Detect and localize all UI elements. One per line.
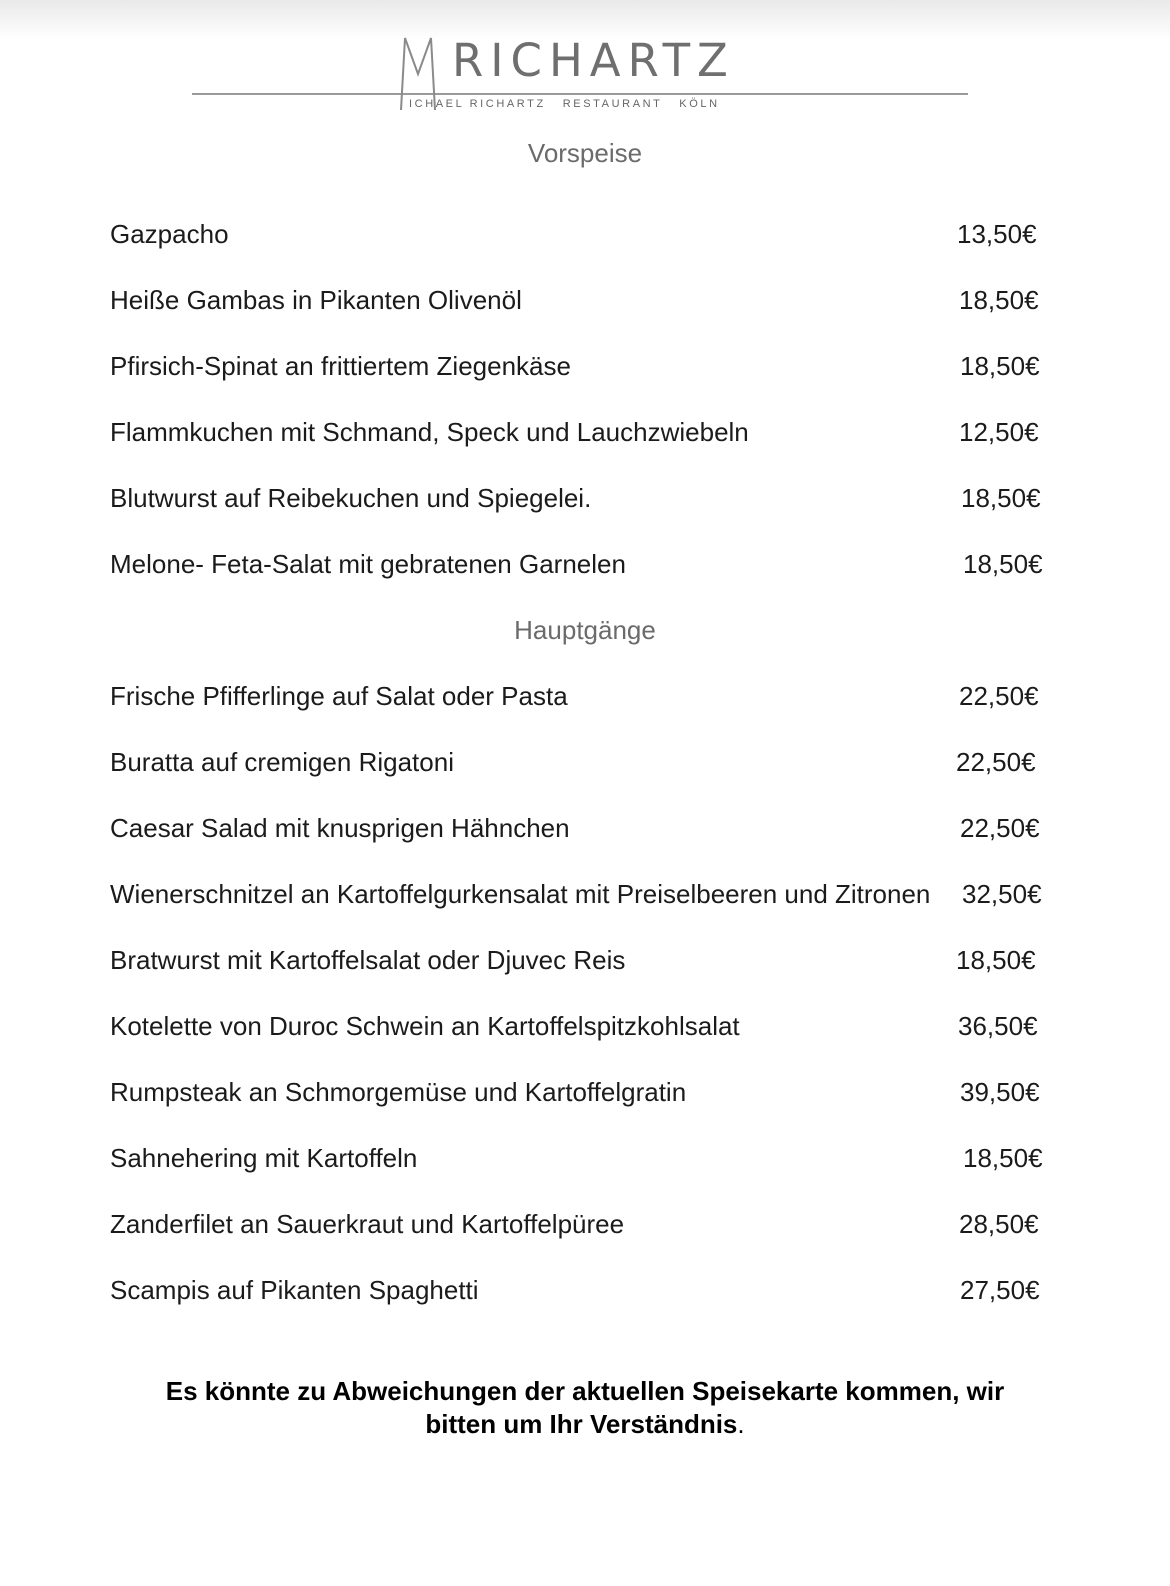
- item-name: Gazpacho: [110, 219, 229, 249]
- menu-item: [0, 1141, 1170, 1175]
- item-name: Blutwurst auf Reibekuchen und Spiegelei.: [110, 483, 592, 513]
- menu-item: [0, 1009, 1170, 1043]
- item-name: Heiße Gambas in Pikanten Olivenöl: [110, 285, 522, 315]
- menu-item: [0, 877, 1170, 911]
- brand-name: RICHARTZ: [452, 34, 735, 87]
- item-name: Kotelette von Duroc Schwein an Kartoffelspitzkohlsalat: [110, 1011, 740, 1041]
- item-name: Flammkuchen mit Schmand, Speck und Lauchzwiebeln: [110, 417, 749, 447]
- menu-item: [0, 1075, 1170, 1109]
- item-name: Wienerschnitzel an Kartoffelgurkensalat mit Preiselbeeren und Zitronen: [110, 879, 931, 909]
- item-name: Bratwurst mit Kartoffelsalat oder Djuvec Reis: [110, 945, 626, 975]
- menu-notice: [0, 1375, 1170, 1441]
- item-price: 12,50€: [959, 417, 1039, 447]
- item-name: Melone- Feta-Salat mit gebratenen Garnelen: [110, 549, 626, 579]
- item-price: 28,50€: [959, 1209, 1039, 1239]
- item-price: 32,50€: [962, 879, 1042, 909]
- menu-item: [0, 349, 1170, 383]
- item-price: 36,50€: [958, 1011, 1038, 1041]
- menu-item: [0, 679, 1170, 713]
- item-price: 13,50€: [957, 219, 1037, 249]
- item-name: Sahnehering mit Kartoffeln: [110, 1143, 418, 1173]
- item-price: 27,50€: [960, 1275, 1040, 1305]
- notice-line-1: Es könnte zu Abweichungen der aktuellen Speisekarte kommen, wir: [165, 1376, 1005, 1406]
- item-price: 18,50€: [959, 285, 1039, 315]
- logo-rule: [192, 93, 968, 95]
- item-price: 39,50€: [960, 1077, 1040, 1107]
- notice-line-2: [0, 1408, 1170, 1441]
- section-title-hauptgaenge: Hauptgänge: [514, 615, 656, 645]
- item-name: Zanderfilet an Sauerkraut und Kartoffelpüree: [110, 1209, 625, 1239]
- restaurant-logo: [0, 0, 1170, 120]
- item-name: Pfirsich-Spinat an frittiertem Ziegenkäse: [110, 351, 571, 381]
- menu-item: [0, 547, 1170, 581]
- menu-item: [0, 1273, 1170, 1307]
- notice-period: .: [737, 1409, 745, 1439]
- item-price: 22,50€: [960, 813, 1040, 843]
- item-price: 18,50€: [960, 351, 1040, 381]
- item-price: 18,50€: [963, 549, 1043, 579]
- menu-item: [0, 415, 1170, 449]
- menu-item: [0, 1207, 1170, 1241]
- menu-item: [0, 481, 1170, 515]
- item-price: 22,50€: [959, 681, 1039, 711]
- menu-item: [0, 943, 1170, 977]
- item-price: 18,50€: [956, 945, 1036, 975]
- notice-line-2-text: bitten um Ihr Verständnis: [425, 1409, 738, 1439]
- menu-item: [0, 745, 1170, 779]
- menu-item: [0, 217, 1170, 251]
- item-name: Frische Pfifferlinge auf Salat oder Pasta: [110, 681, 568, 711]
- item-price: 18,50€: [961, 483, 1041, 513]
- menu-item: [0, 811, 1170, 845]
- item-name: Buratta auf cremigen Rigatoni: [110, 747, 454, 777]
- section-title-vorspeise: Vorspeise: [527, 138, 643, 168]
- item-price: 18,50€: [963, 1143, 1043, 1173]
- menu-item: [0, 283, 1170, 317]
- item-name: Caesar Salad mit knusprigen Hähnchen: [110, 813, 570, 843]
- brand-tagline: ICHAEL RICHARTZ RESTAURANT KÖLN: [409, 98, 720, 110]
- item-name: Scampis auf Pikanten Spaghetti: [110, 1275, 479, 1305]
- item-name: Rumpsteak an Schmorgemüse und Kartoffelgratin: [110, 1077, 687, 1107]
- item-price: 22,50€: [956, 747, 1036, 777]
